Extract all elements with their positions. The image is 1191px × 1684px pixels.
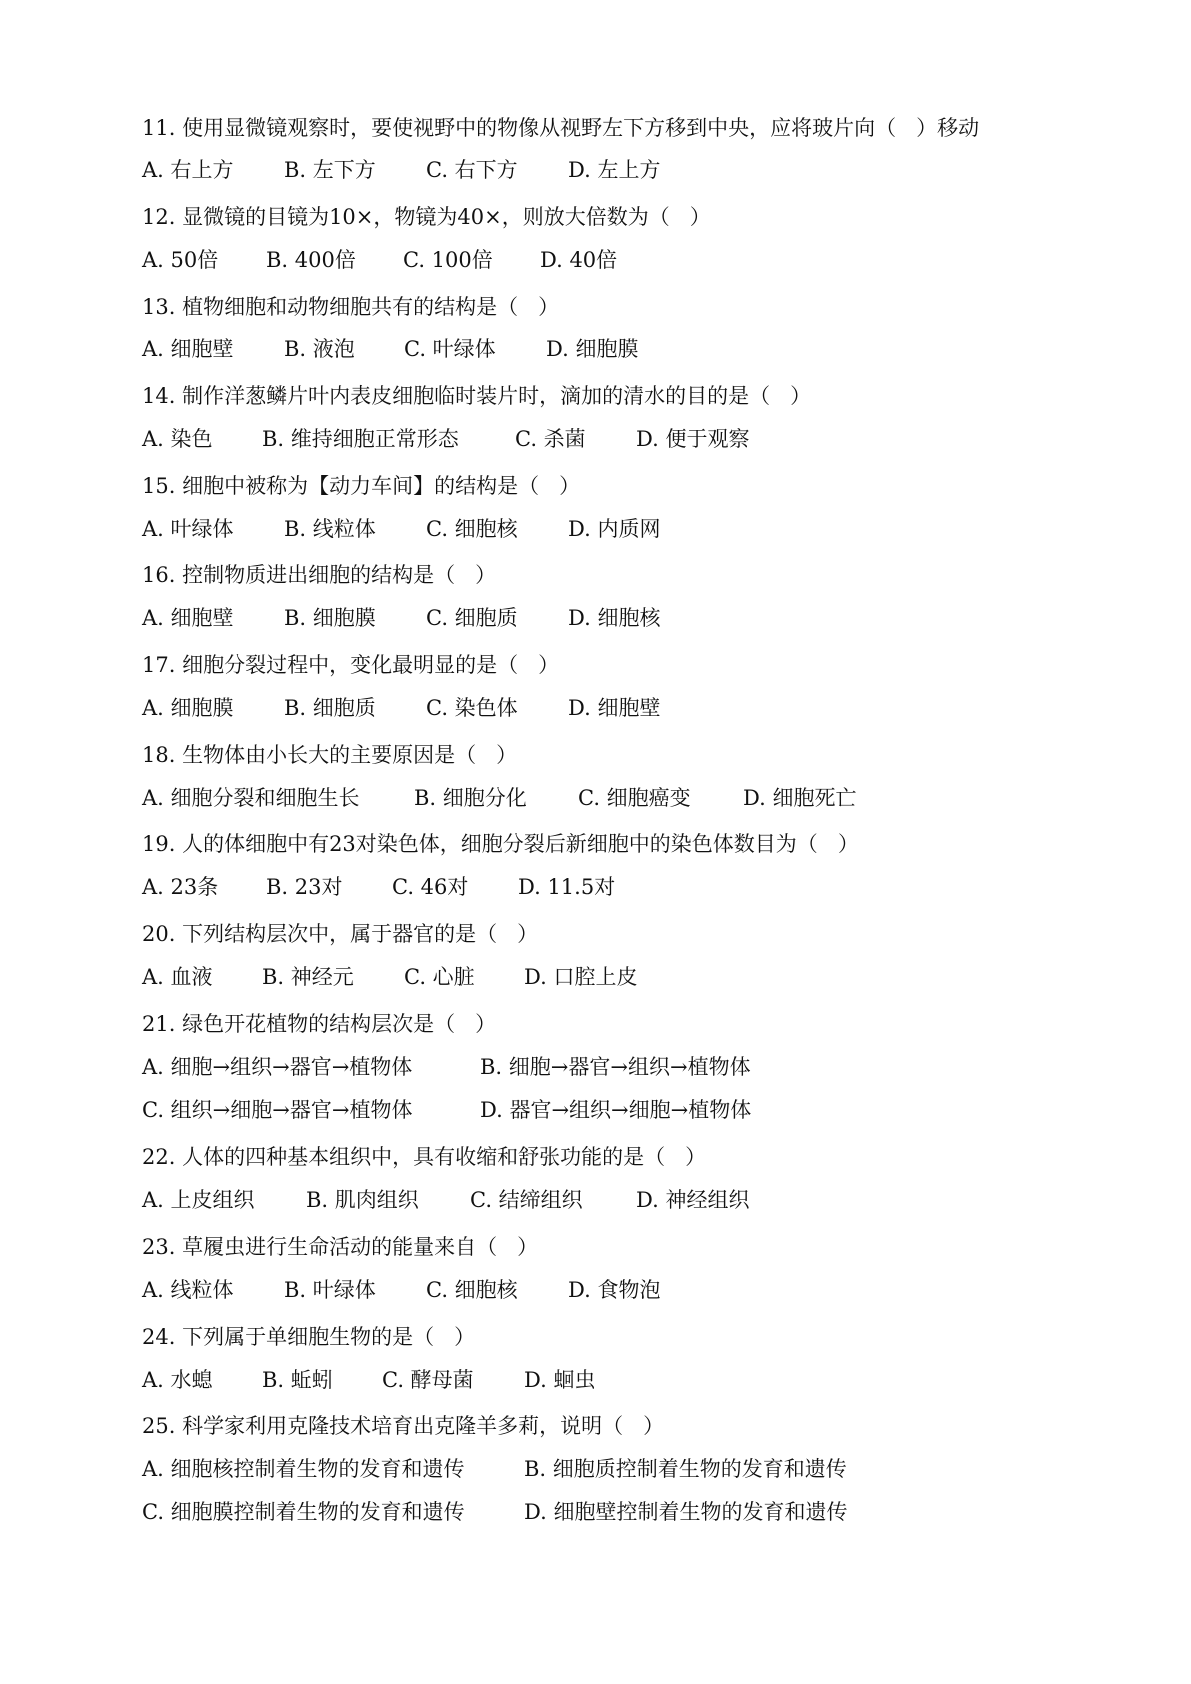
question-11-stem: 11. 使用显微镜观察时，要使视野中的物像从视野左下方移到中央，应将玻片向（ ）移动 xyxy=(142,116,980,140)
question-21-option-b: B. 细胞→器官→组织→植物体 xyxy=(480,1055,751,1079)
question-12-option-c: C. 100倍 xyxy=(403,248,493,272)
question-21-option-c: C. 组织→细胞→器官→植物体 xyxy=(142,1098,413,1122)
question-13-option-d: D. 细胞膜 xyxy=(546,337,639,361)
question-21-option-d: D. 器官→组织→细胞→植物体 xyxy=(480,1098,752,1122)
question-13-option-a: A. 细胞壁 xyxy=(142,337,234,361)
question-17-option-b: B. 细胞质 xyxy=(284,696,376,720)
question-22-option-b: B. 肌肉组织 xyxy=(306,1188,419,1212)
question-15-option-c: C. 细胞核 xyxy=(426,517,518,541)
question-13-option-c: C. 叶绿体 xyxy=(404,337,496,361)
question-24-option-c: C. 酵母菌 xyxy=(382,1368,474,1392)
question-23-option-c: C. 细胞核 xyxy=(426,1278,518,1302)
question-12-option-d: D. 40倍 xyxy=(540,248,618,272)
question-13-option-b: B. 液泡 xyxy=(284,337,355,361)
question-18-option-a: A. 细胞分裂和细胞生长 xyxy=(142,786,360,810)
question-18-option-d: D. 细胞死亡 xyxy=(743,786,857,810)
question-19-option-b: B. 23对 xyxy=(266,875,343,899)
question-24-option-b: B. 蚯蚓 xyxy=(262,1368,333,1392)
question-14-option-c: C. 杀菌 xyxy=(515,427,586,451)
question-20-option-d: D. 口腔上皮 xyxy=(524,965,638,989)
question-15-option-a: A. 叶绿体 xyxy=(142,517,234,541)
question-15-stem: 15. 细胞中被称为【动力车间】的结构是（ ） xyxy=(142,474,581,498)
question-18-option-b: B. 细胞分化 xyxy=(414,786,527,810)
question-12-stem: 12. 显微镜的目镜为10×，物镜为40×，则放大倍数为（ ） xyxy=(142,205,711,229)
question-17-stem: 17. 细胞分裂过程中，变化最明显的是（ ） xyxy=(142,653,560,677)
question-25-option-b: B. 细胞质控制着生物的发育和遗传 xyxy=(524,1457,847,1481)
question-21-option-a: A. 细胞→组织→器官→植物体 xyxy=(142,1055,413,1079)
question-14-stem: 14. 制作洋葱鳞片叶内表皮细胞临时装片时，滴加的清水的目的是（ ） xyxy=(142,384,812,408)
question-11-option-c: C. 右下方 xyxy=(426,158,518,182)
question-23-option-d: D. 食物泡 xyxy=(568,1278,661,1302)
question-18-stem: 18. 生物体由小长大的主要原因是（ ） xyxy=(142,743,518,767)
question-22-stem: 22. 人体的四种基本组织中，具有收缩和舒张功能的是（ ） xyxy=(142,1145,707,1169)
question-21-stem: 21. 绿色开花植物的结构层次是（ ） xyxy=(142,1012,497,1036)
question-17-option-c: C. 染色体 xyxy=(426,696,518,720)
question-11-option-a: A. 右上方 xyxy=(142,158,234,182)
question-23-option-b: B. 叶绿体 xyxy=(284,1278,376,1302)
question-24-stem: 24. 下列属于单细胞生物的是（ ） xyxy=(142,1325,476,1349)
question-20-option-a: A. 血液 xyxy=(142,965,213,989)
question-13-stem: 13. 植物细胞和动物细胞共有的结构是（ ） xyxy=(142,295,560,319)
question-20-option-c: C. 心脏 xyxy=(404,965,475,989)
question-15-option-d: D. 内质网 xyxy=(568,517,661,541)
question-25-stem: 25. 科学家利用克隆技术培育出克隆羊多莉，说明（ ） xyxy=(142,1414,665,1438)
question-17-option-a: A. 细胞膜 xyxy=(142,696,234,720)
question-16-option-a: A. 细胞壁 xyxy=(142,606,234,630)
question-20-stem: 20. 下列结构层次中，属于器官的是（ ） xyxy=(142,922,539,946)
question-19-option-a: A. 23条 xyxy=(142,875,219,899)
question-19-option-d: D. 11.5对 xyxy=(518,875,616,899)
question-23-stem: 23. 草履虫进行生命活动的能量来自（ ） xyxy=(142,1235,539,1259)
question-14-option-b: B. 维持细胞正常形态 xyxy=(262,427,459,451)
question-11-option-b: B. 左下方 xyxy=(284,158,376,182)
question-16-stem: 16. 控制物质进出细胞的结构是（ ） xyxy=(142,563,497,587)
question-25-option-c: C. 细胞膜控制着生物的发育和遗传 xyxy=(142,1500,465,1524)
question-20-option-b: B. 神经元 xyxy=(262,965,354,989)
question-19-stem: 19. 人的体细胞中有23对染色体，细胞分裂后新细胞中的染色体数目为（ ） xyxy=(142,832,859,856)
question-16-option-b: B. 细胞膜 xyxy=(284,606,376,630)
question-16-option-d: D. 细胞核 xyxy=(568,606,661,630)
question-17-option-d: D. 细胞壁 xyxy=(568,696,661,720)
question-14-option-a: A. 染色 xyxy=(142,427,213,451)
question-15-option-b: B. 线粒体 xyxy=(284,517,376,541)
question-22-option-a: A. 上皮组织 xyxy=(142,1188,255,1212)
question-22-option-c: C. 结缔组织 xyxy=(470,1188,583,1212)
question-12-option-a: A. 50倍 xyxy=(142,248,219,272)
question-14-option-d: D. 便于观察 xyxy=(636,427,750,451)
question-18-option-c: C. 细胞癌变 xyxy=(578,786,691,810)
question-22-option-d: D. 神经组织 xyxy=(636,1188,750,1212)
question-24-option-d: D. 蛔虫 xyxy=(524,1368,596,1392)
question-16-option-c: C. 细胞质 xyxy=(426,606,518,630)
question-11-option-d: D. 左上方 xyxy=(568,158,661,182)
question-24-option-a: A. 水螅 xyxy=(142,1368,213,1392)
question-23-option-a: A. 线粒体 xyxy=(142,1278,234,1302)
question-25-option-d: D. 细胞壁控制着生物的发育和遗传 xyxy=(524,1500,848,1524)
question-25-option-a: A. 细胞核控制着生物的发育和遗传 xyxy=(142,1457,465,1481)
question-12-option-b: B. 400倍 xyxy=(266,248,356,272)
question-19-option-c: C. 46对 xyxy=(392,875,469,899)
